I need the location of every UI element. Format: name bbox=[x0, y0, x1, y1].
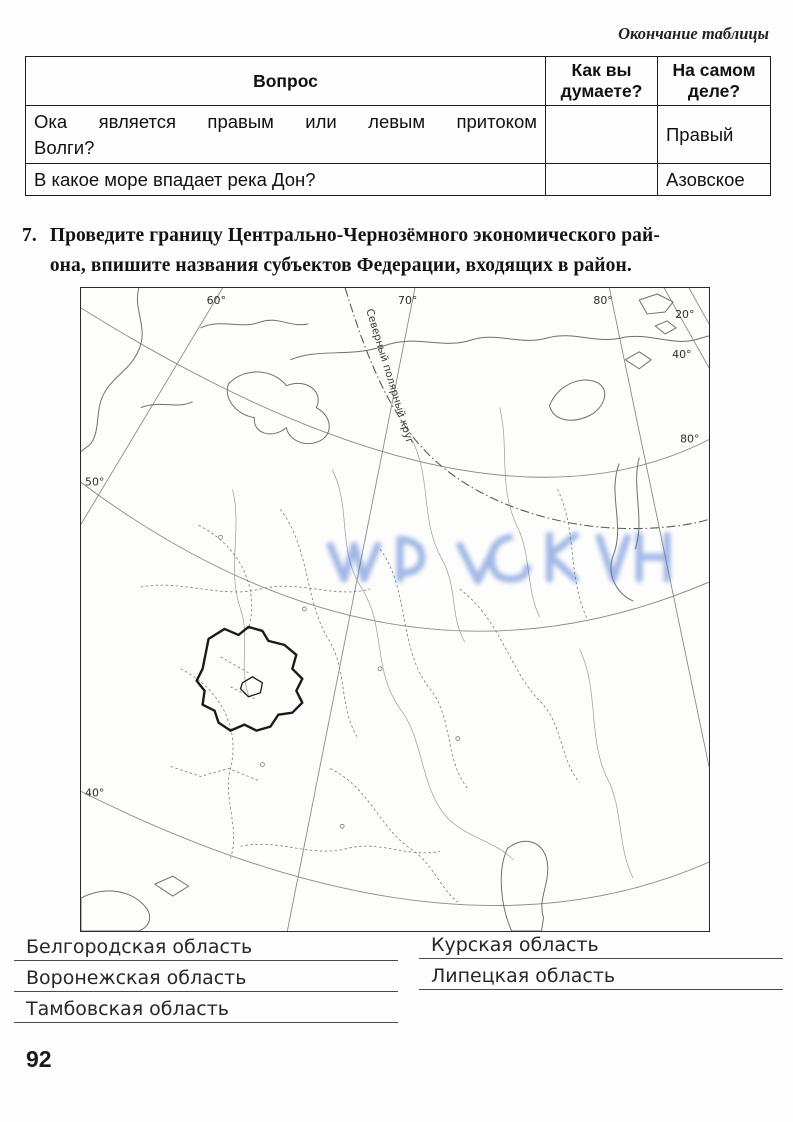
header-think: Как вы думаете? bbox=[546, 57, 658, 106]
table-row bbox=[26, 106, 771, 164]
question-cell: В какое море впадает река Дон? bbox=[26, 164, 546, 196]
map-label-arctic-circle: Северный полярный круг bbox=[363, 307, 416, 446]
fact-cell: Правый bbox=[658, 106, 771, 164]
table-row bbox=[26, 164, 771, 196]
question-cell: Ока является правым или левым притоком Волги? bbox=[26, 106, 546, 164]
map-label-40-left: 40° bbox=[84, 786, 105, 800]
page-number: 92 bbox=[26, 1046, 52, 1072]
map-label-40-right: 40° bbox=[672, 347, 692, 361]
task-line-1: Проведите границу Центрально-Чернозёмного экономического рай- bbox=[49, 225, 660, 246]
region-answer: Тамбовская область bbox=[26, 998, 229, 1020]
table-continuation-caption: Окончание таблицы bbox=[618, 24, 769, 43]
answer-line-left-1 bbox=[14, 934, 398, 961]
region-boundaries bbox=[141, 489, 588, 902]
contour-map-svg bbox=[81, 288, 709, 931]
map-label-60-top: 60° bbox=[206, 293, 227, 307]
rivers bbox=[233, 408, 634, 879]
map-label-80-top: 80° bbox=[593, 293, 613, 307]
map-label-20-right: 20° bbox=[675, 307, 695, 321]
task-number: 7. bbox=[22, 225, 37, 246]
answer-line-left-3 bbox=[14, 996, 398, 1023]
map-label-70-top: 70° bbox=[397, 293, 418, 307]
map-label-80-right: 80° bbox=[680, 432, 700, 446]
answer-line-right-1 bbox=[419, 932, 783, 959]
region-answer: Липецкая область bbox=[431, 965, 616, 987]
task-7 bbox=[22, 221, 778, 280]
fact-cell: Азовское bbox=[658, 164, 771, 196]
think-cell bbox=[546, 164, 658, 196]
think-cell bbox=[546, 106, 658, 164]
region-answer: Воронежская область bbox=[26, 967, 247, 989]
answer-line-right-2 bbox=[419, 963, 783, 990]
header-fact: На самом деле? bbox=[658, 57, 771, 106]
answer-line-left-2 bbox=[14, 965, 398, 992]
header-question: Вопрос bbox=[26, 57, 546, 106]
table-header-row bbox=[26, 57, 771, 106]
quiz-table bbox=[25, 56, 771, 196]
region-answer: Белгородская область bbox=[26, 936, 253, 958]
region-answer: Курская область bbox=[431, 934, 599, 956]
city-markers bbox=[219, 535, 460, 828]
task-line-2: она, впишите названия субъектов Федерации, входящих в район. bbox=[49, 254, 632, 276]
task-text bbox=[50, 221, 660, 280]
map-label-50-left: 50° bbox=[84, 475, 105, 489]
contour-map bbox=[80, 287, 710, 932]
